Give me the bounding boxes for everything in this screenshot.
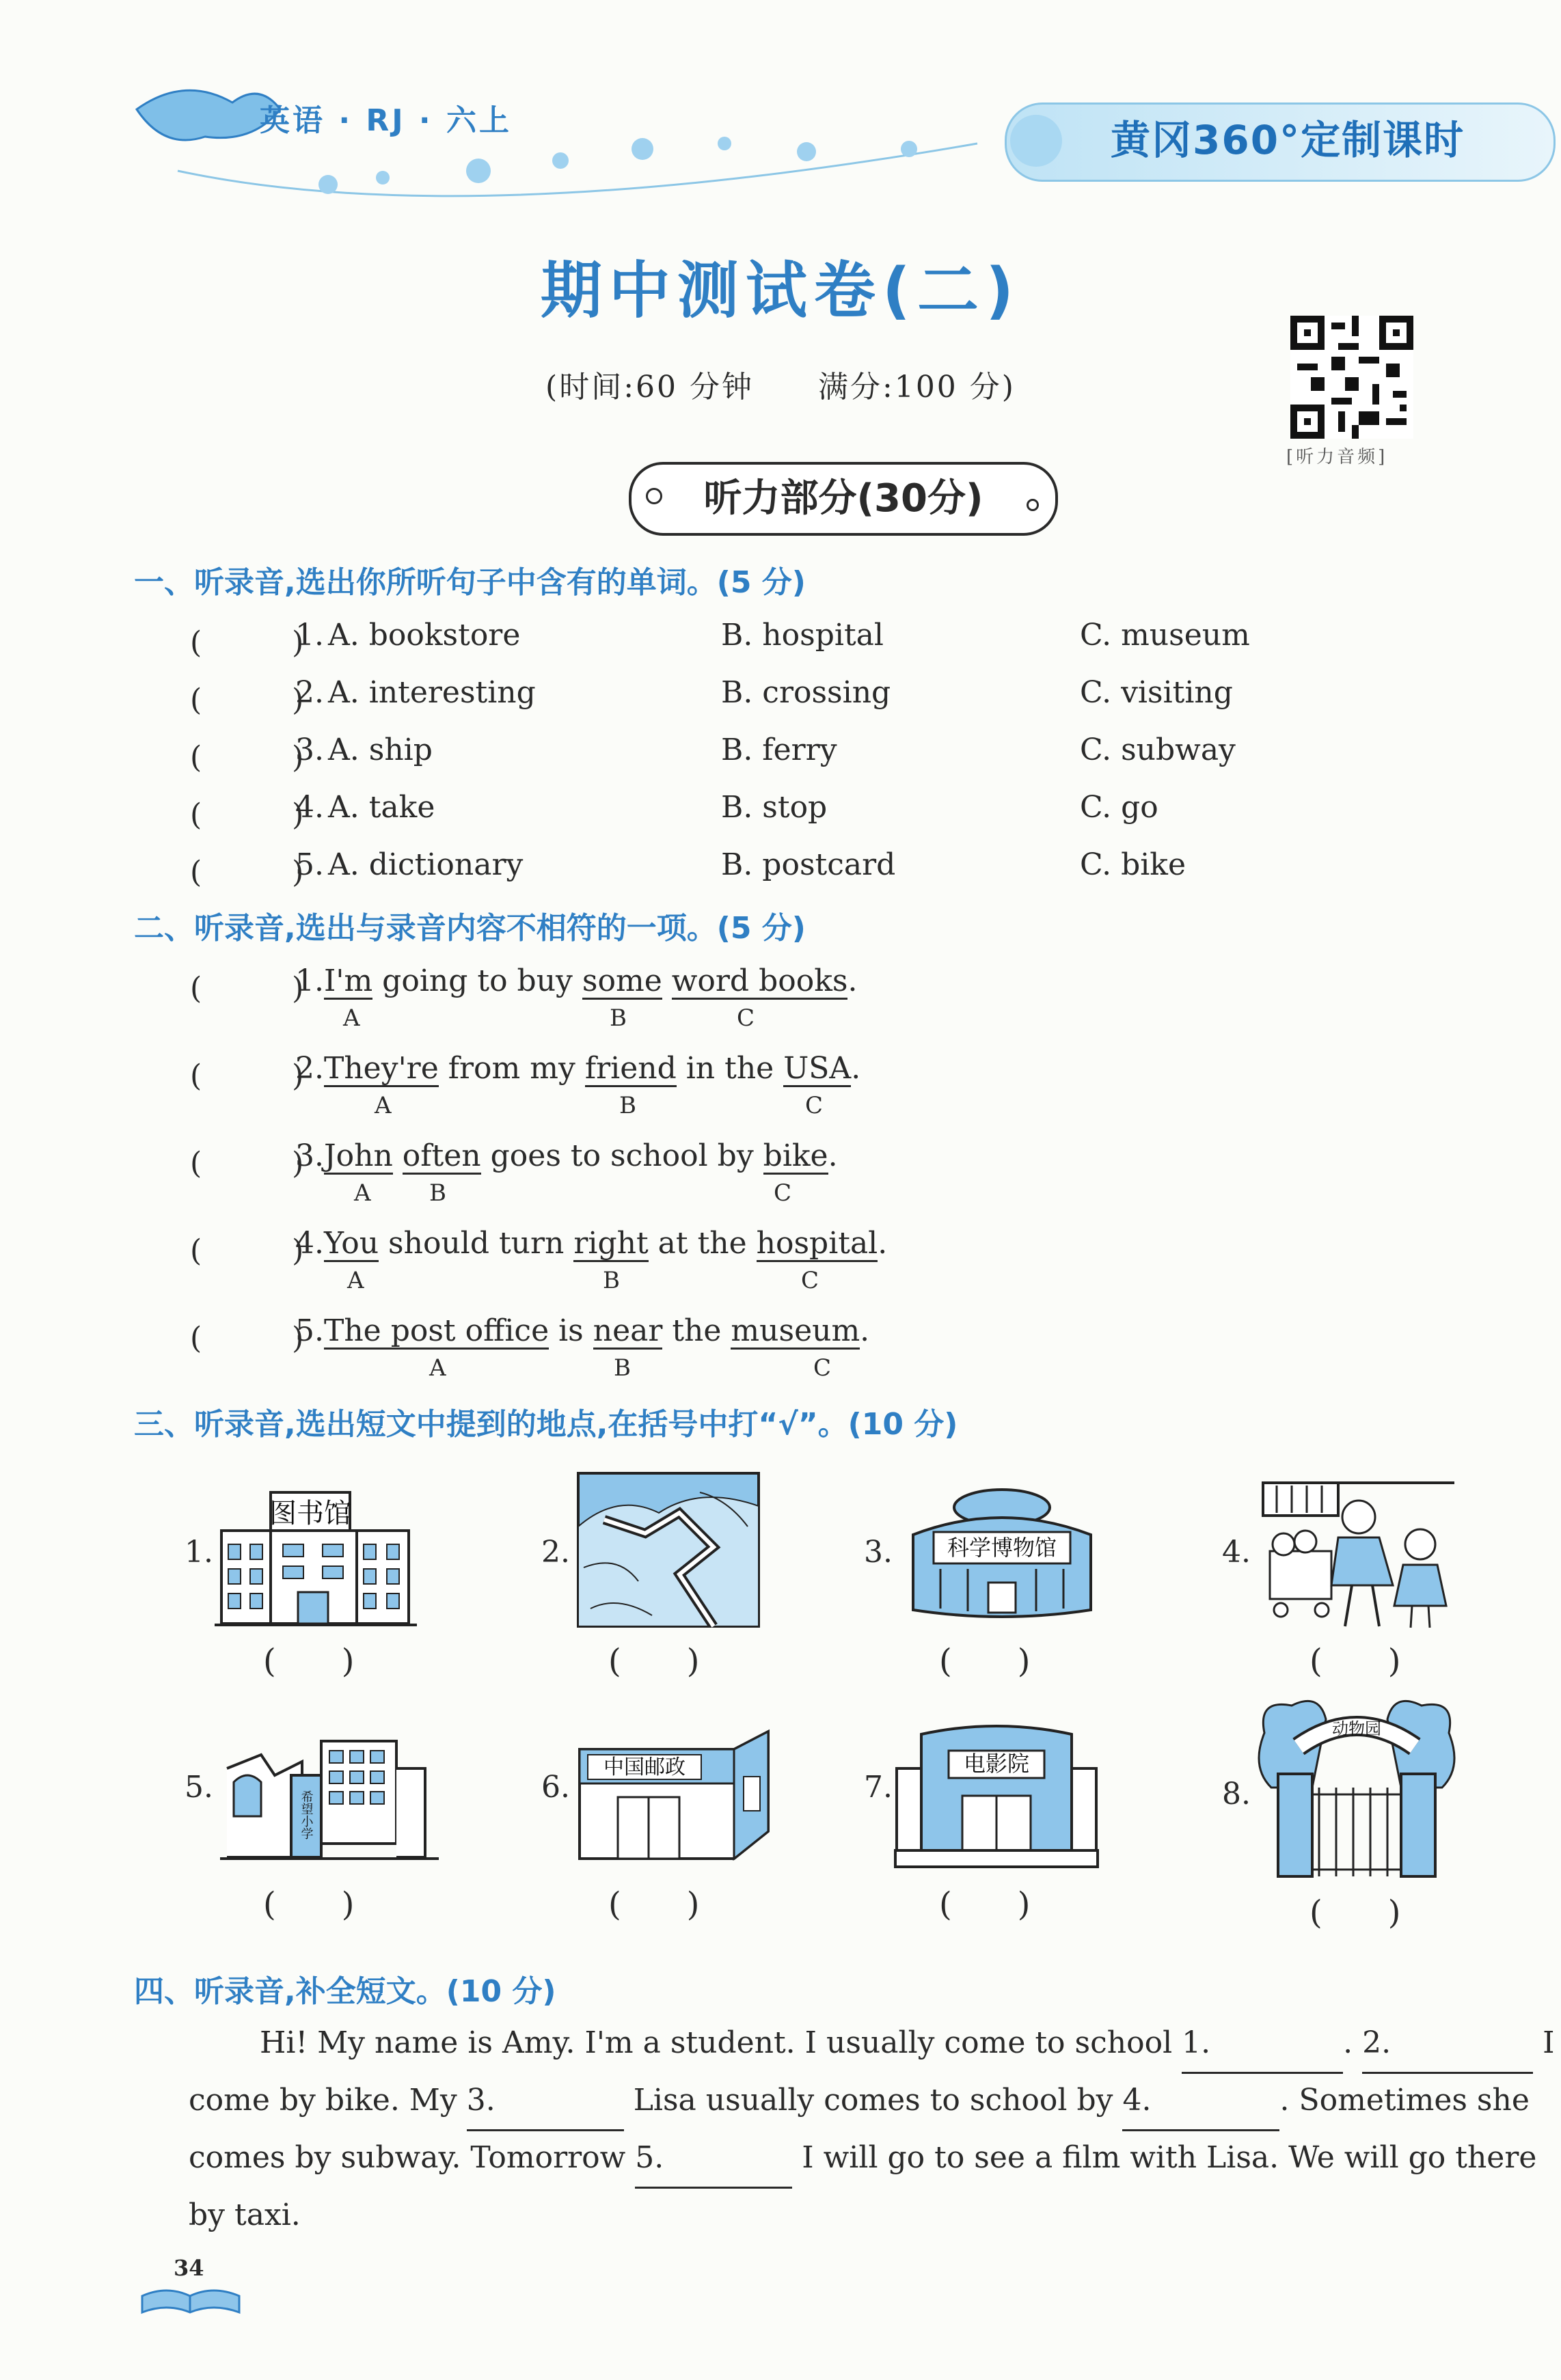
answer-paren[interactable]: ( ) <box>190 971 304 1006</box>
item-number: 3. <box>295 733 324 767</box>
answer-paren[interactable]: ( ) <box>190 1321 304 1356</box>
label-b: B <box>603 1267 620 1294</box>
underlined-c: museum <box>731 1315 860 1350</box>
sentence-2 <box>295 1051 860 1087</box>
sentence-text: goes to school by <box>480 1138 763 1173</box>
passage-text: I will go to see a film with Lisa. We will go there <box>792 2140 1537 2175</box>
option-a: A. ship <box>328 733 433 767</box>
subject-label: 英语 · RJ · 六上 <box>260 103 512 138</box>
option-b: B. crossing <box>721 675 891 710</box>
label-b: B <box>619 1092 636 1119</box>
passage-line-4: by taxi. <box>189 2198 301 2232</box>
underlined-b: near <box>593 1315 663 1350</box>
picture-number: 5. <box>185 1770 213 1805</box>
book-icon <box>139 2282 242 2316</box>
section1-heading: 一、听录音,选出你所听句子中含有的单词。(5 分) <box>134 565 806 600</box>
badge-dot-icon <box>646 488 662 504</box>
label-a: A <box>375 1092 392 1119</box>
picture-number: 2. <box>541 1535 570 1570</box>
answer-paren[interactable]: ( ) <box>939 1885 1031 1924</box>
sentence-text: the <box>662 1313 731 1348</box>
blank-number: 2. <box>1362 2025 1392 2060</box>
sentence-text: is <box>549 1313 593 1348</box>
label-a: A <box>354 1179 371 1207</box>
passage-line-1 <box>189 2014 1555 2074</box>
sentence-text: . <box>828 1138 838 1173</box>
sentence-text: should turn <box>379 1226 574 1261</box>
exam-time-score: (时间:60 分钟 满分:100 分) <box>545 370 1016 405</box>
passage-line-3 <box>189 2129 1549 2189</box>
underlined-a: John <box>324 1140 393 1175</box>
badge-dot-icon <box>1027 499 1039 511</box>
page-number: 34 <box>174 2255 204 2281</box>
label-b: B <box>429 1179 446 1207</box>
underlined-b: often <box>403 1140 481 1175</box>
blank-2[interactable] <box>1362 2014 1533 2074</box>
option-c: C. go <box>1080 790 1158 825</box>
blank-number: 3. <box>466 2083 496 2118</box>
answer-paren[interactable]: ( ) <box>190 855 304 890</box>
option-c: C. subway <box>1080 733 1236 767</box>
cinema-picture <box>894 1721 1099 1872</box>
blank-5[interactable] <box>635 2129 792 2189</box>
underlined-c: word books <box>672 965 848 1000</box>
sentence-text: . <box>847 963 858 998</box>
underlined-b: friend <box>585 1052 677 1087</box>
qr-code-icon[interactable] <box>1290 316 1413 439</box>
passage-text: comes by subway. Tomorrow <box>189 2140 636 2175</box>
label-c: C <box>805 1092 824 1119</box>
qr-caption: [听力音频] <box>1286 447 1388 467</box>
great-wall-picture <box>577 1472 760 1628</box>
answer-paren[interactable]: ( ) <box>190 1058 304 1093</box>
header-decoration <box>123 68 1012 205</box>
answer-paren[interactable]: ( ) <box>1309 1893 1401 1932</box>
item-number: 1. <box>295 963 324 998</box>
item-number: 4. <box>295 790 324 825</box>
label-a: A <box>343 1004 360 1032</box>
label-a: A <box>429 1354 446 1382</box>
underlined-b: some <box>582 965 662 1000</box>
picture-number: 4. <box>1222 1535 1251 1570</box>
item-number: 3. <box>295 1138 324 1173</box>
label-c: C <box>737 1004 755 1032</box>
label-a: A <box>347 1267 364 1294</box>
post-office-sign: 中国邮政 <box>603 1755 686 1779</box>
brand-title: 黄冈360°定制课时 <box>1111 117 1465 163</box>
library-sign: 图书馆 <box>269 1498 351 1529</box>
answer-paren[interactable]: ( ) <box>190 683 304 717</box>
answer-paren[interactable]: ( ) <box>190 740 304 775</box>
answer-paren[interactable]: ( ) <box>190 625 304 660</box>
blank-number: 1. <box>1182 2025 1211 2060</box>
option-a: A. dictionary <box>328 847 524 882</box>
sentence-text: . <box>860 1313 870 1348</box>
option-a: A. take <box>328 790 435 825</box>
sentence-text: in the <box>676 1051 784 1086</box>
sentence-4 <box>295 1226 887 1262</box>
picture-number: 8. <box>1222 1777 1251 1811</box>
underlined-c: USA <box>783 1052 851 1087</box>
option-a: A. bookstore <box>328 618 521 653</box>
label-c: C <box>774 1179 792 1207</box>
passage-text: I <box>1533 2025 1555 2060</box>
sentence-text: . <box>851 1051 861 1086</box>
answer-paren[interactable]: ( ) <box>608 1885 700 1924</box>
sentence-text: from my <box>438 1051 585 1086</box>
label-b: B <box>614 1354 631 1382</box>
section3-heading: 三、听录音,选出短文中提到的地点,在括号中打“√”。(10 分) <box>134 1407 958 1442</box>
answer-paren[interactable]: ( ) <box>263 1642 355 1680</box>
sentence-text: going to buy <box>372 963 582 998</box>
page-title: 期中测试卷(二) <box>540 255 1021 327</box>
item-number: 2. <box>295 675 324 710</box>
blank-number: 5. <box>635 2140 664 2175</box>
brand-circle-icon <box>1010 115 1062 167</box>
passage-text: Hi! My name is Amy. I'm a student. I usually come to school <box>260 2025 1182 2060</box>
zoo-picture <box>1251 1692 1463 1886</box>
library-picture <box>212 1490 431 1633</box>
item-number: 4. <box>295 1226 324 1261</box>
passage-text: Lisa usually comes to school by <box>623 2083 1123 2118</box>
blank-1[interactable] <box>1182 2014 1343 2074</box>
item-number: 5. <box>295 1313 324 1348</box>
item-number: 5. <box>295 847 324 882</box>
answer-paren[interactable]: ( ) <box>1309 1642 1401 1680</box>
underlined-b: right <box>573 1227 648 1262</box>
listening-section-badge <box>629 462 1058 536</box>
section4-heading: 四、听录音,补全短文。(10 分) <box>134 1974 556 2009</box>
option-c: C. bike <box>1080 847 1186 882</box>
option-b: B. hospital <box>721 618 884 653</box>
option-c: C. visiting <box>1080 675 1233 710</box>
item-number: 2. <box>295 1051 324 1086</box>
blank-3[interactable] <box>467 2072 624 2131</box>
picture-number: 7. <box>864 1770 893 1805</box>
supermarket-picture <box>1256 1476 1461 1632</box>
label-b: B <box>610 1004 627 1032</box>
passage-text: come by bike. My <box>189 2083 467 2118</box>
answer-paren[interactable]: ( ) <box>190 1146 304 1181</box>
picture-number: 1. <box>185 1535 213 1570</box>
option-c: C. museum <box>1080 618 1250 653</box>
museum-sign: 科学博物馆 <box>947 1535 1057 1561</box>
option-b: B. postcard <box>721 847 896 882</box>
sentence-text: . <box>878 1226 888 1261</box>
label-c: C <box>801 1267 819 1294</box>
school-sign: 希望小学 <box>299 1790 314 1839</box>
sentence-5 <box>295 1313 869 1350</box>
sentence-1 <box>295 963 857 1000</box>
picture-number: 6. <box>541 1770 570 1805</box>
sentence-text <box>662 963 672 998</box>
section2-heading: 二、听录音,选出与录音内容不相符的一项。(5 分) <box>134 911 806 946</box>
sentence-text <box>393 1138 403 1173</box>
option-b: B. ferry <box>721 733 837 767</box>
zoo-sign: 动物园 <box>1332 1719 1381 1738</box>
underlined-a: The post office <box>324 1315 549 1350</box>
answer-paren[interactable]: ( ) <box>608 1642 700 1680</box>
answer-paren[interactable]: ( ) <box>190 797 304 832</box>
option-b: B. stop <box>721 790 828 825</box>
passage-line-2 <box>189 2072 1549 2131</box>
blank-4[interactable] <box>1122 2072 1279 2131</box>
underlined-c: hospital <box>757 1227 878 1262</box>
underlined-a: They're <box>324 1052 439 1087</box>
underlined-a: I'm <box>324 965 372 1000</box>
passage-text: . <box>1343 2025 1363 2060</box>
underlined-a: You <box>324 1227 379 1262</box>
blank-number: 4. <box>1122 2083 1152 2118</box>
picture-number: 3. <box>864 1535 893 1570</box>
school-picture <box>220 1727 446 1864</box>
passage-text: . Sometimes she <box>1279 2083 1530 2118</box>
sentence-3 <box>295 1138 838 1175</box>
cinema-sign: 电影院 <box>963 1751 1030 1777</box>
answer-paren[interactable]: ( ) <box>939 1642 1031 1680</box>
answer-paren[interactable]: ( ) <box>190 1233 304 1268</box>
post-office-picture <box>577 1729 775 1865</box>
answer-paren[interactable]: ( ) <box>263 1885 355 1924</box>
label-c: C <box>813 1354 832 1382</box>
item-number: 1. <box>295 618 324 653</box>
sentence-text: at the <box>648 1226 757 1261</box>
science-museum-picture <box>899 1487 1104 1624</box>
listening-badge-label: 听力部分(30分) <box>703 476 983 521</box>
option-a: A. interesting <box>328 675 536 710</box>
underlined-c: bike <box>763 1140 828 1175</box>
